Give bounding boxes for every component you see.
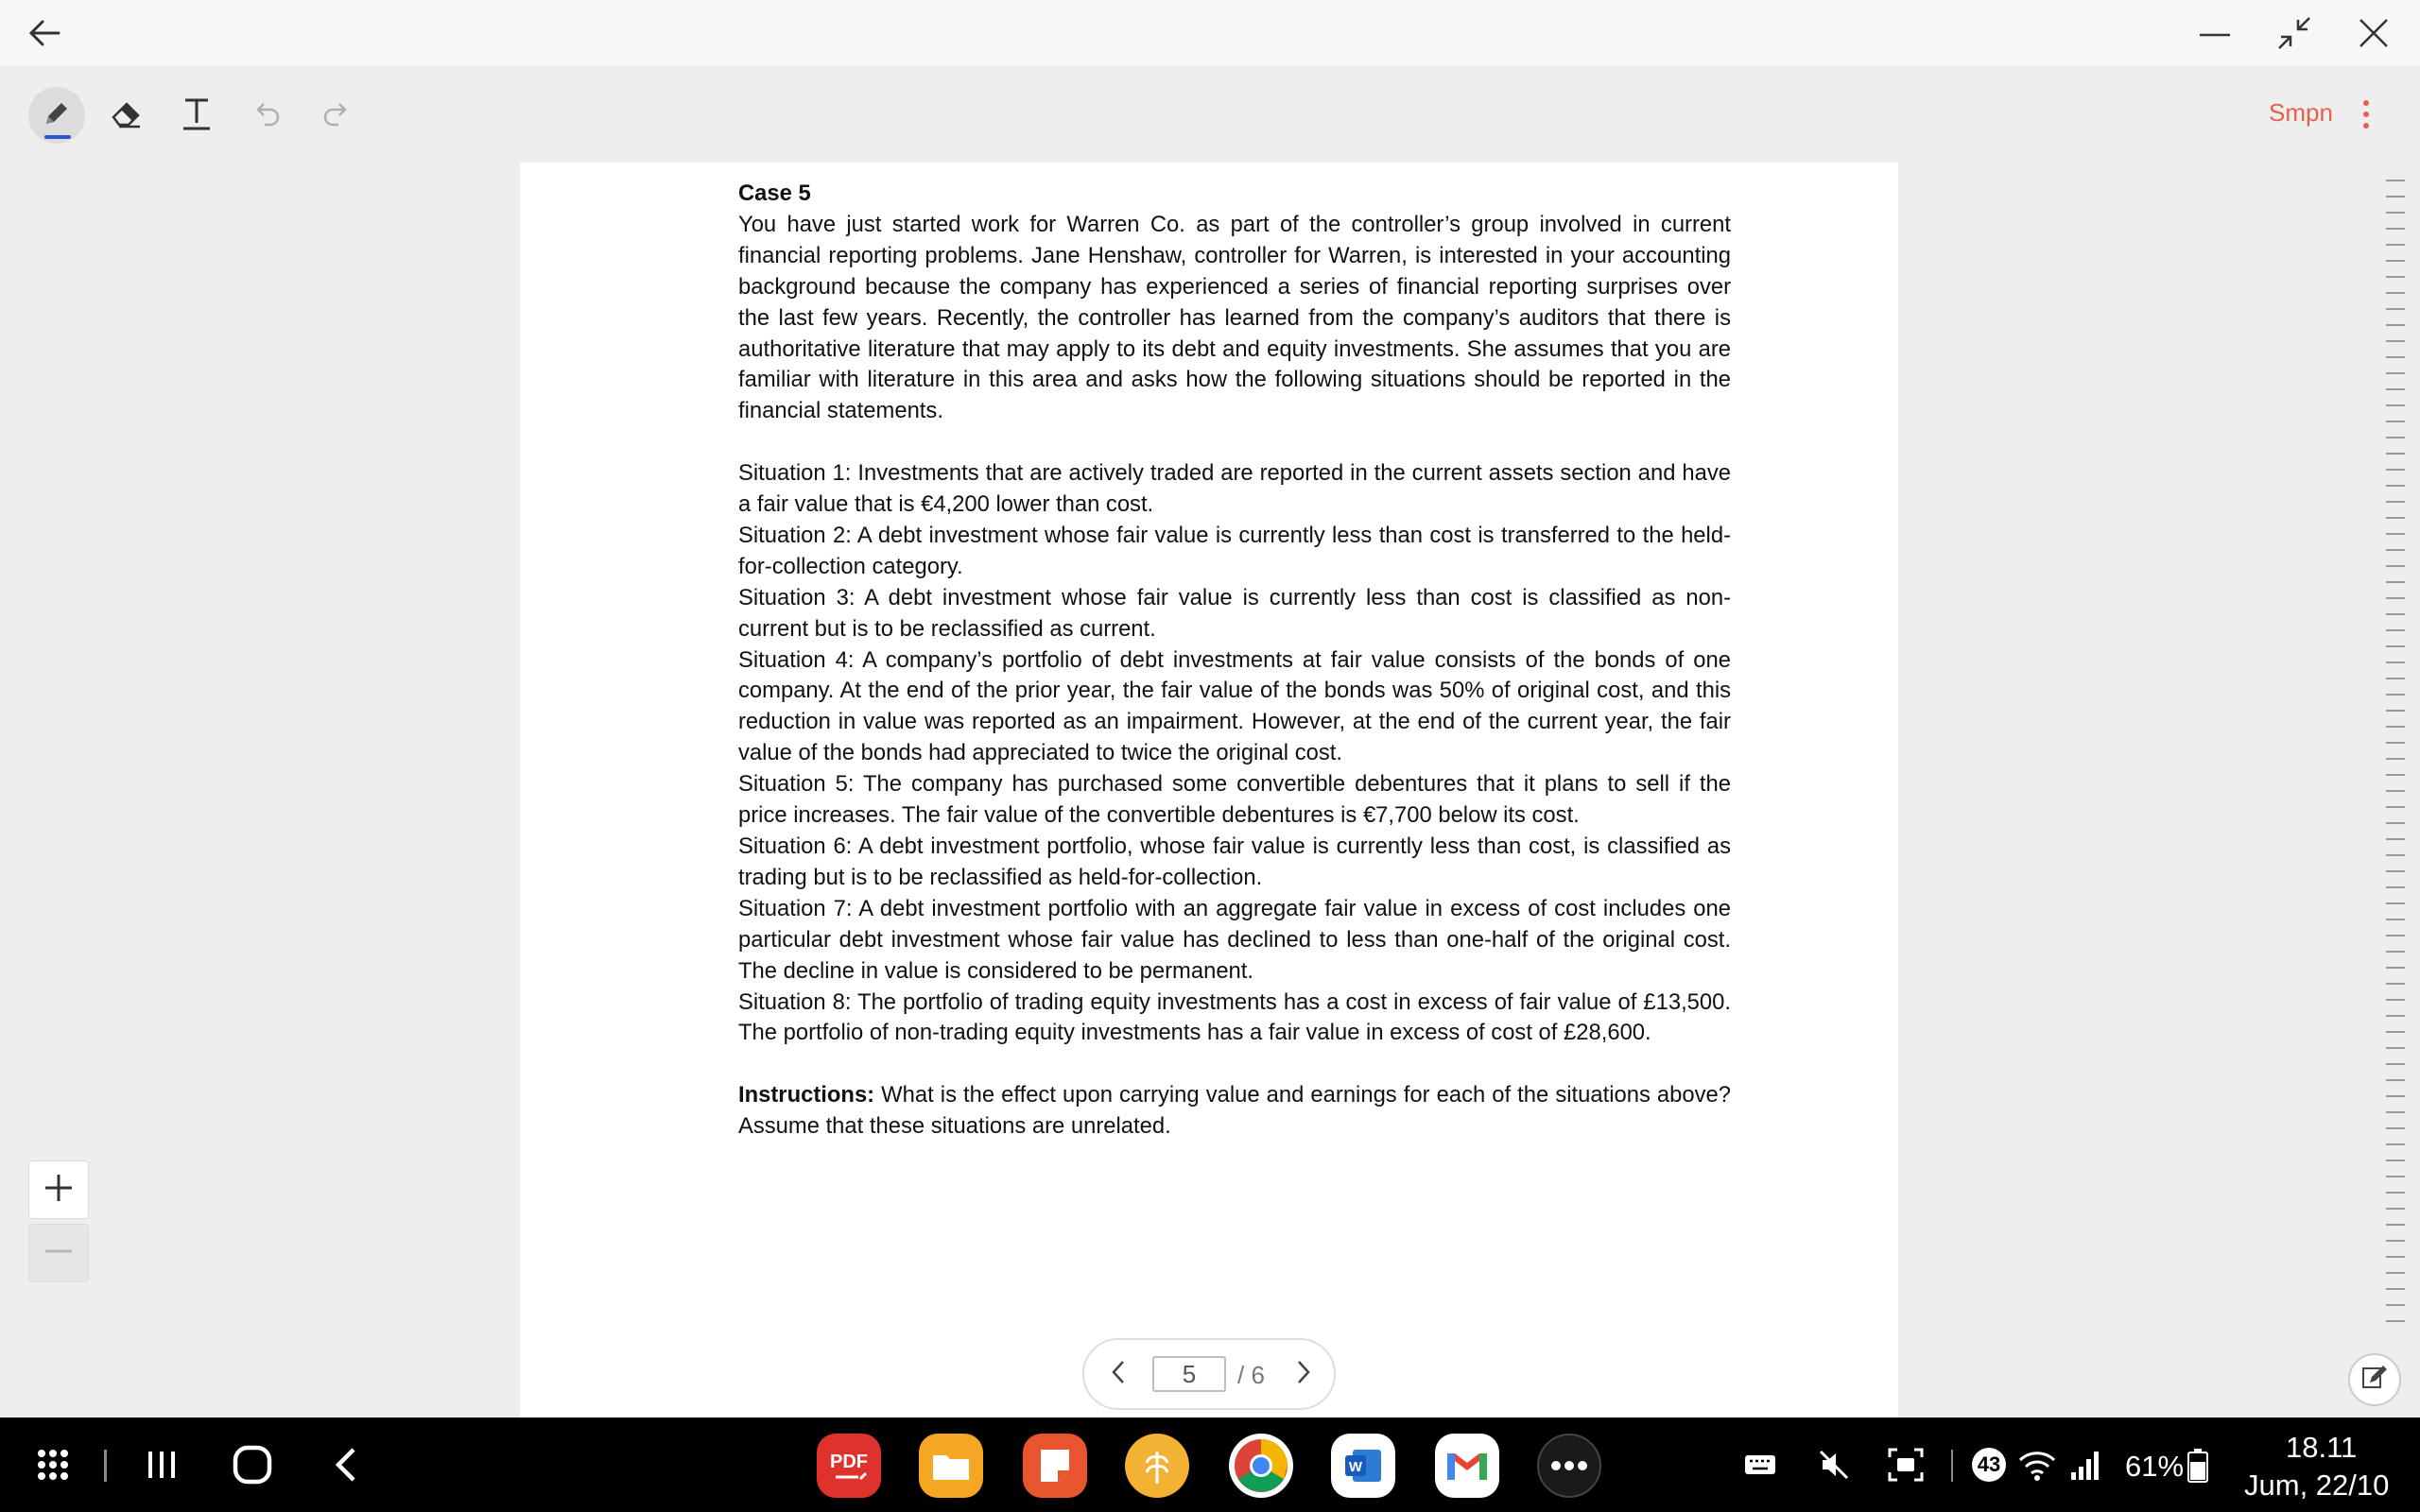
wheat-app-icon[interactable] [1125,1434,1189,1498]
home-icon[interactable] [225,1436,280,1493]
keyboard-icon[interactable] [1741,1446,1779,1484]
title-bar [0,0,2420,66]
eraser-tool-button[interactable] [98,87,155,144]
plus-icon [42,1171,76,1209]
restore-window-icon[interactable] [2271,9,2318,57]
document-body [738,179,1731,1143]
taskbar-divider [104,1450,107,1482]
redo-icon [320,96,354,134]
document-page [520,163,1898,1418]
edit-floating-button[interactable] [2348,1353,2401,1406]
next-page-button[interactable] [1287,1357,1321,1391]
minimize-icon[interactable] [2191,9,2238,57]
annotation-toolbar [0,66,2420,161]
text-icon [180,94,214,136]
page-total-label: / 6 [1237,1361,1265,1389]
edit-pen-icon [2360,1364,2389,1396]
situation-6: Situation 6: A debt investment portfolio, whose fair value is currently less than cost, is classified as trading but is to be reclassified as held-for-collection. [738,833,1731,890]
intro-paragraph: You have just started work for Warren Co. as part of the controller’s group involved in current financial reporting problems. Jane Henshaw, controller for Warren, is interested in your accounting background because the company has experienced a series of financial reporting surprises over the last few years. Recently, the controller has learned from the company’s auditors that there is authoritative literature that may apply to its debt and equity investments. She assumes that you are familiar with literature in this area and asks how the following situations should be reported in the financial statements. [738,211,1731,424]
page-scroll-ruler[interactable] [2386,165,2405,1323]
pen-icon [41,97,73,133]
chevron-right-icon [1293,1360,1314,1388]
svg-text:PDF: PDF [830,1452,868,1472]
text-tool-button[interactable] [168,87,225,144]
recent-apps-icon[interactable] [138,1436,185,1493]
zoom-in-button[interactable] [28,1160,89,1219]
undo-button[interactable] [238,87,295,144]
more-apps-icon[interactable] [1537,1434,1601,1498]
case-heading: Case 5 [738,180,811,206]
account-label[interactable]: Smpn [2269,98,2333,127]
pdf-app-icon[interactable] [817,1434,881,1498]
clock-time[interactable]: 18.11 [2286,1431,2358,1464]
back-arrow-icon[interactable] [21,9,68,57]
battery-percentage: 61% [2125,1450,2185,1483]
svg-text:W: W [1348,1459,1363,1475]
instructions-label: Instructions: [738,1082,875,1108]
situation-4: Situation 4: A company’s portfolio of debt investments at fair value consists of the bonds of one company. At the end of the prior year, the fair value of the bonds was 50% of original cost, and this reduction in value was reported as an impairment. However, at the end of the current year, the fair value of the bonds had appreciated to twice the original cost. [738,646,1731,766]
instructions-paragraph [738,1080,1731,1143]
wifi-icon [2017,1446,2057,1484]
redo-button[interactable] [308,87,365,144]
close-icon[interactable] [2350,9,2397,57]
situation-2: Situation 2: A debt investment whose fair value is currently less than cost is transferred to the held-for-collection category. [738,522,1731,579]
minus-icon [42,1234,76,1272]
signal-icon [2066,1446,2104,1484]
eraser-icon [110,96,144,134]
battery-icon [2186,1447,2210,1485]
undo-icon [250,96,284,134]
chrome-icon[interactable] [1229,1434,1293,1498]
word-icon[interactable] [1331,1434,1395,1498]
situation-8: Situation 8: The portfolio of trading equity investments has a cost in excess of fair value of £13,500. The portfolio of non-trading equity investments has a fair value in excess of cost of £28,600. [738,988,1731,1046]
system-taskbar [0,1418,2420,1512]
mute-icon[interactable] [1815,1446,1853,1484]
gmail-icon[interactable] [1435,1434,1499,1498]
pen-tool-button[interactable] [28,87,85,144]
app-drawer-icon[interactable] [26,1436,79,1493]
clock-date[interactable]: Jum, 22/10 [2244,1469,2390,1502]
files-app-icon[interactable] [919,1434,983,1498]
notes-app-icon[interactable] [1023,1434,1087,1498]
notification-badge[interactable] [1972,1448,2006,1482]
status-divider [1951,1450,1953,1482]
screenshot-icon[interactable] [1887,1446,1925,1484]
page-number-input[interactable] [1152,1356,1226,1392]
situation-7: Situation 7: A debt investment portfolio with an aggregate fair value in excess of cost includes one particular debt investment whose fair value has declined to less than one-half of the original cost. The decline in value is considered to be permanent. [738,895,1731,984]
situation-1: Situation 1: Investments that are actively traded are reported in the current assets section and have a fair value that is €4,200 lower than cost. [738,460,1731,518]
zoom-out-button[interactable] [28,1224,89,1282]
previous-page-button[interactable] [1101,1357,1135,1391]
chevron-left-icon [1108,1360,1129,1388]
situation-3: Situation 3: A debt investment whose fair value is currently less than cost is classified as non-current but is to be reclassified as current. [738,584,1731,642]
notification-count: 43 [1977,1452,2001,1476]
page-navigator [1082,1338,1336,1410]
situation-5: Situation 5: The company has purchased some convertible debentures that it plans to sell if the price increases. The fair value of the convertible debentures is €7,700 below its cost. [738,771,1731,829]
more-options-icon[interactable] [2352,94,2380,134]
system-back-icon[interactable] [321,1436,369,1493]
instructions-text: What is the effect upon carrying value and earnings for each of the situations above? Assume that these situations are unrelated. [738,1082,1731,1140]
